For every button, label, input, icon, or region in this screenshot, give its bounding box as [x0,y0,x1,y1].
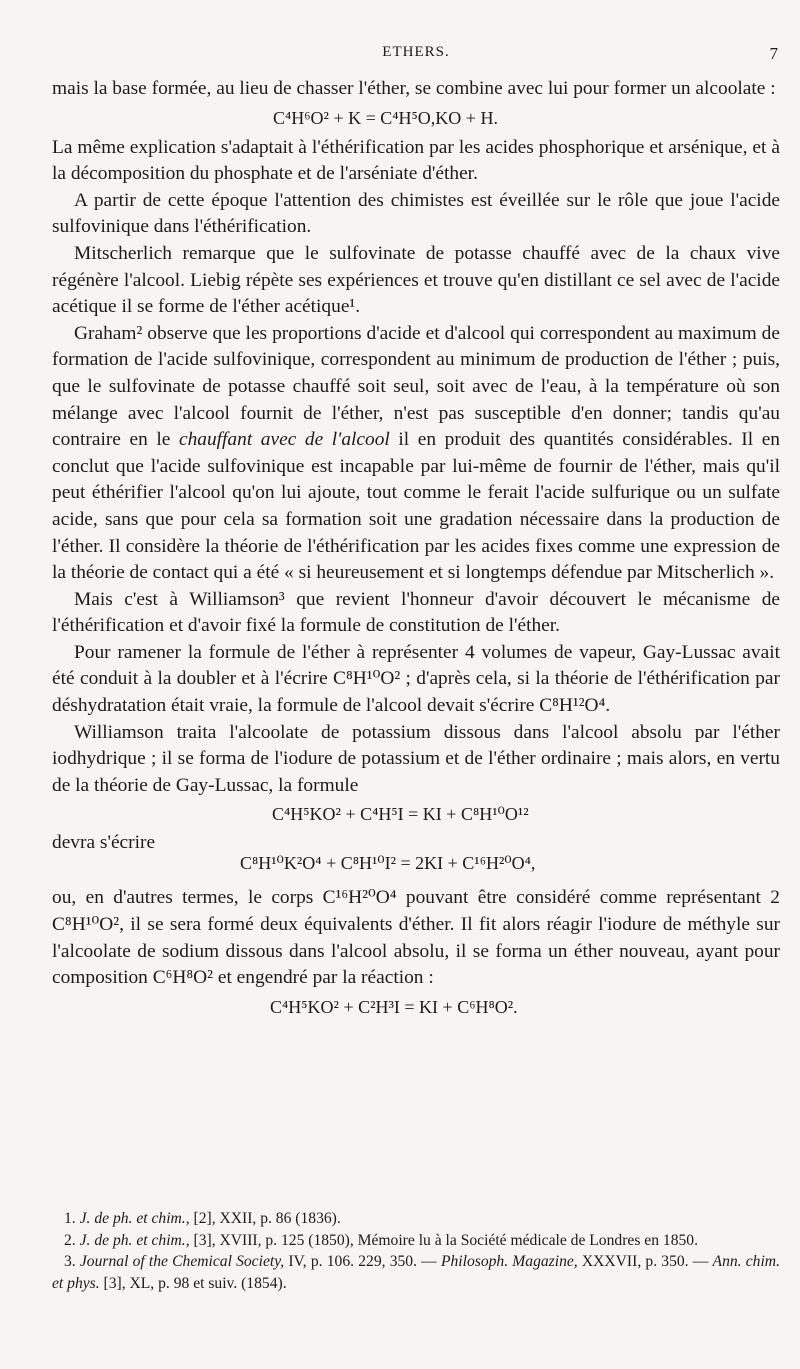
page-body [52,76,780,1024]
footnote-3-source-3: Ann. chim. et phys. [52,1253,780,1292]
footnote-2-number: 2. [64,1231,76,1249]
footnote-3-ref-2: XXXVII, p. 350. — [577,1253,713,1270]
paragraph-alcoolate: mais la base formée, au lieu de chasser l'éther, se combine avec lui pour former un alcoolate : [52,78,776,99]
formula-alcoolate: C⁴H⁶O² + K = C⁴H⁵O,KO + H. [273,107,498,128]
running-title: ETHERS. [382,44,450,60]
footnote-1-ref: [2], XXII, p. 86 (1836). [189,1210,341,1227]
footnote-1-source: J. de ph. et chim., [79,1210,190,1227]
graham-italic: chauffant avec de l'alcool [178,429,390,451]
devra-line [52,831,780,885]
footnote-3-ref-1: IV, p. 106. 229, 350. — [284,1253,441,1270]
paragraph-mitscherlich: Mitscherlich remarque que le sulfovinate de potasse chauffé avec de la chaux vive régénère l'alcool. Liebig répète ses expériences et trouve qu'en distillant ce sel avec de l'acide acétique il se forme de l'éther acétique¹. [52,242,780,318]
paragraph-alcoolate-potassium: Williamson traita l'alcoolate de potassium dissous dans l'alcool absolu par l'éther iodhydrique ; il se forma de l'iodure de potassium et de l'éther ordinaire ; mais alors, en vertu de la théorie de Gay-Lussac, la formule [52,721,780,796]
page-header [52,44,780,68]
footnote-2 [52,1230,780,1252]
footnote-3-source-1: Journal of the Chemical Society, [79,1253,285,1270]
footnote-3-source-2: Philosoph. Magazine, [440,1253,578,1270]
footnote-2-ref: [3], XVIII, p. 125 (1850), Mémoire lu à la Société médicale de Londres en 1850. [189,1231,698,1249]
paragraph-equivalents: ou, en d'autres termes, le corps C¹⁶H²⁰O⁴ pouvant être considéré comme représentant 2 C⁸H¹⁰O², il se sera formé deux équivalents d'éther. Il fit alors réagir l'iodure de méthyle sur l'alcoolate de sodium dissous dans l'alcool absolu, il se forma un éther nouveau, ayant pour composition C⁶H⁸O² et engendré par la réaction : [52,887,780,989]
footnote-3-number: 3. [64,1253,76,1270]
formula-double: C⁸H¹⁰K²O⁴ + C⁸H¹⁰I² = 2KI + C¹⁶H²⁰O⁴, [240,853,536,874]
footnote-3 [52,1251,780,1294]
paragraph-explication: La même explication s'adaptait à l'éthérification par les acides phosphorique et arsénique, et à la décomposition du phosphate et de l'arséniate d'éther. [52,136,780,185]
footnote-1-number: 1. [64,1210,76,1227]
formula-methyle: C⁴H⁵KO² + C²H³I = KI + C⁶H⁸O². [270,996,518,1017]
footnote-2-source: J. de ph. et chim., [79,1231,190,1249]
paragraph-graham [52,321,780,587]
formula-gay-lussac: C⁴H⁵KO² + C⁴H⁵I = KI + C⁸H¹⁰O¹² [272,804,529,825]
page-number: 7 [769,44,778,63]
graham-text-2: il en produit des quantités considérables. Il en conclut que l'acide sulfovinique est incapable par lui-même de fournir de l'éther, mais qu'il peut éthérifier l'alcool qu'on lui ajoute, tout comme le ferait l'acide sulfurique ou un sulfate acide, sans que pour cela sa formation soit une gradation nécessaire dans la production de l'éther. Il considère la théorie de l'éthérification par les acides fixes comme une expression de la théorie de contact qui a été « si heureusement et si longtemps défendue par Mitscherlich ». [52,429,780,584]
paragraph-gay-lussac: Pour ramener la formule de l'éther à représenter 4 volumes de vapeur, Gay-Lussac avait été conduit à la doubler et à l'écrire C⁸H¹⁰O² ; d'après cela, si la théorie de l'éthérification par déshydratation était vraie, la formule de l'alcool devait s'écrire C⁸H¹²O⁴. [52,641,780,717]
footnote-3-ref-3: [3], XL, p. 98 et suiv. (1854). [99,1274,287,1292]
paragraph-acide-sulfovinique: A partir de cette époque l'attention des chimistes est éveillée sur le rôle que joue l'acide sulfovinique dans l'éthérification. [52,189,780,238]
paragraph-williamson: Mais c'est à Williamson³ que revient l'honneur d'avoir découvert le mécanisme de l'éthérification et d'avoir fixé la formule de constitution de l'éther. [52,588,780,637]
footnote-1 [52,1208,780,1230]
footnotes [52,1208,780,1294]
devra-text: devra s'écrire [52,832,156,854]
graham-text-1: Graham² observe que les proportions d'acide et d'alcool qui correspondent au maximum de formation de l'acide sulfovinique, correspondent au minimum de production de l'éther ; puis, que le sulfovinate de potasse chauffé soit seul, soit avec de l'eau, à la température où son mélange avec l'alcool fournit de l'éther, n'est pas susceptible d'en donner; tandis qu'au contraire en le [52,322,780,451]
